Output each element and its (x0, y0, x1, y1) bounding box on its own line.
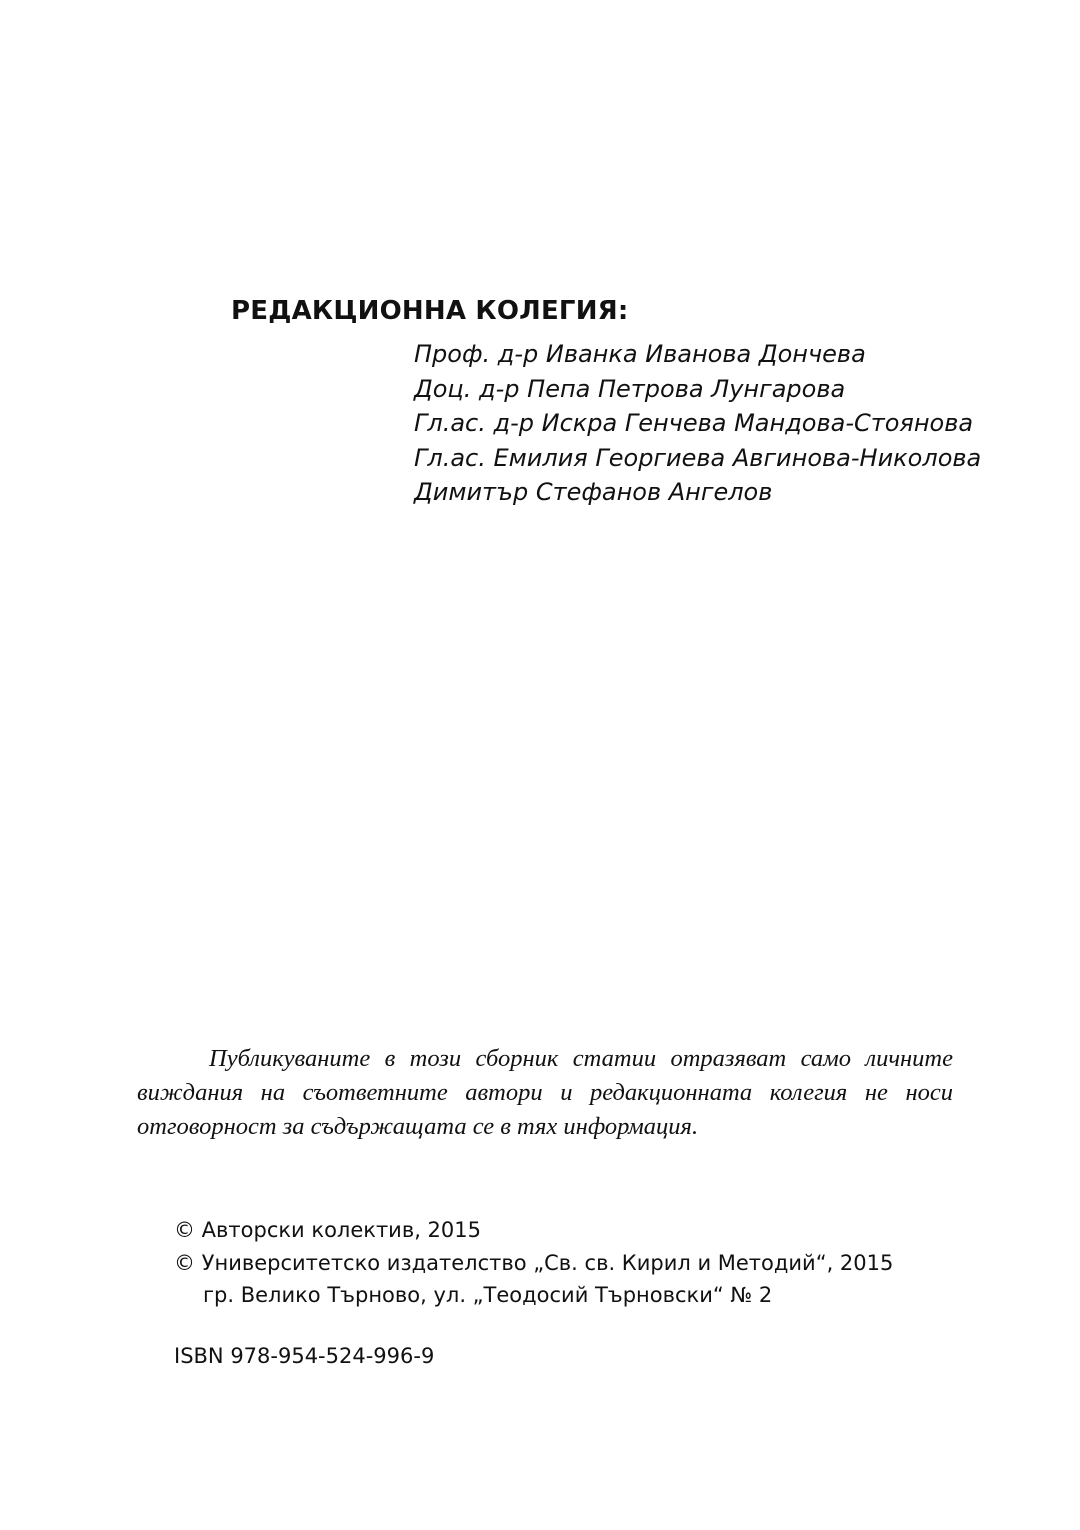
isbn-number: ISBN 978-954-524-996-9 (174, 1344, 435, 1368)
board-member: Гл.ас. Емилия Георгиева Авгинова-Николова (414, 443, 982, 472)
board-member: Доц. д-р Пепа Петрова Лунгарова (414, 374, 846, 403)
editorial-board-heading: РЕДАКЦИОННА КОЛЕГИЯ: (231, 296, 629, 326)
board-member: Гл.ас. д-р Искра Генчева Мандова-Стоянова (414, 409, 974, 437)
copyright-publisher: © Университетско издателство „Св. св. Кирил и Методий“, 2015 (174, 1250, 894, 1275)
disclaimer-paragraph: Публикуваните в този сборник статии отразяват само личните виждания на съответните автори и редакционната колегия не носи отговорност за съдържащата се в тях информация. (137, 1045, 953, 1140)
copyright-block (174, 1214, 893, 1312)
board-member: Проф. д-р Иванка Иванова Дончева (414, 340, 866, 368)
board-member: Димитър Стефанов Ангелов (414, 478, 773, 506)
copyright-authors: © Авторски колектив, 2015 (174, 1218, 481, 1242)
publisher-address: гр. Велико Търново, ул. „Теодосий Търновски“ № 2 (203, 1283, 773, 1307)
editorial-board-members (414, 337, 981, 510)
